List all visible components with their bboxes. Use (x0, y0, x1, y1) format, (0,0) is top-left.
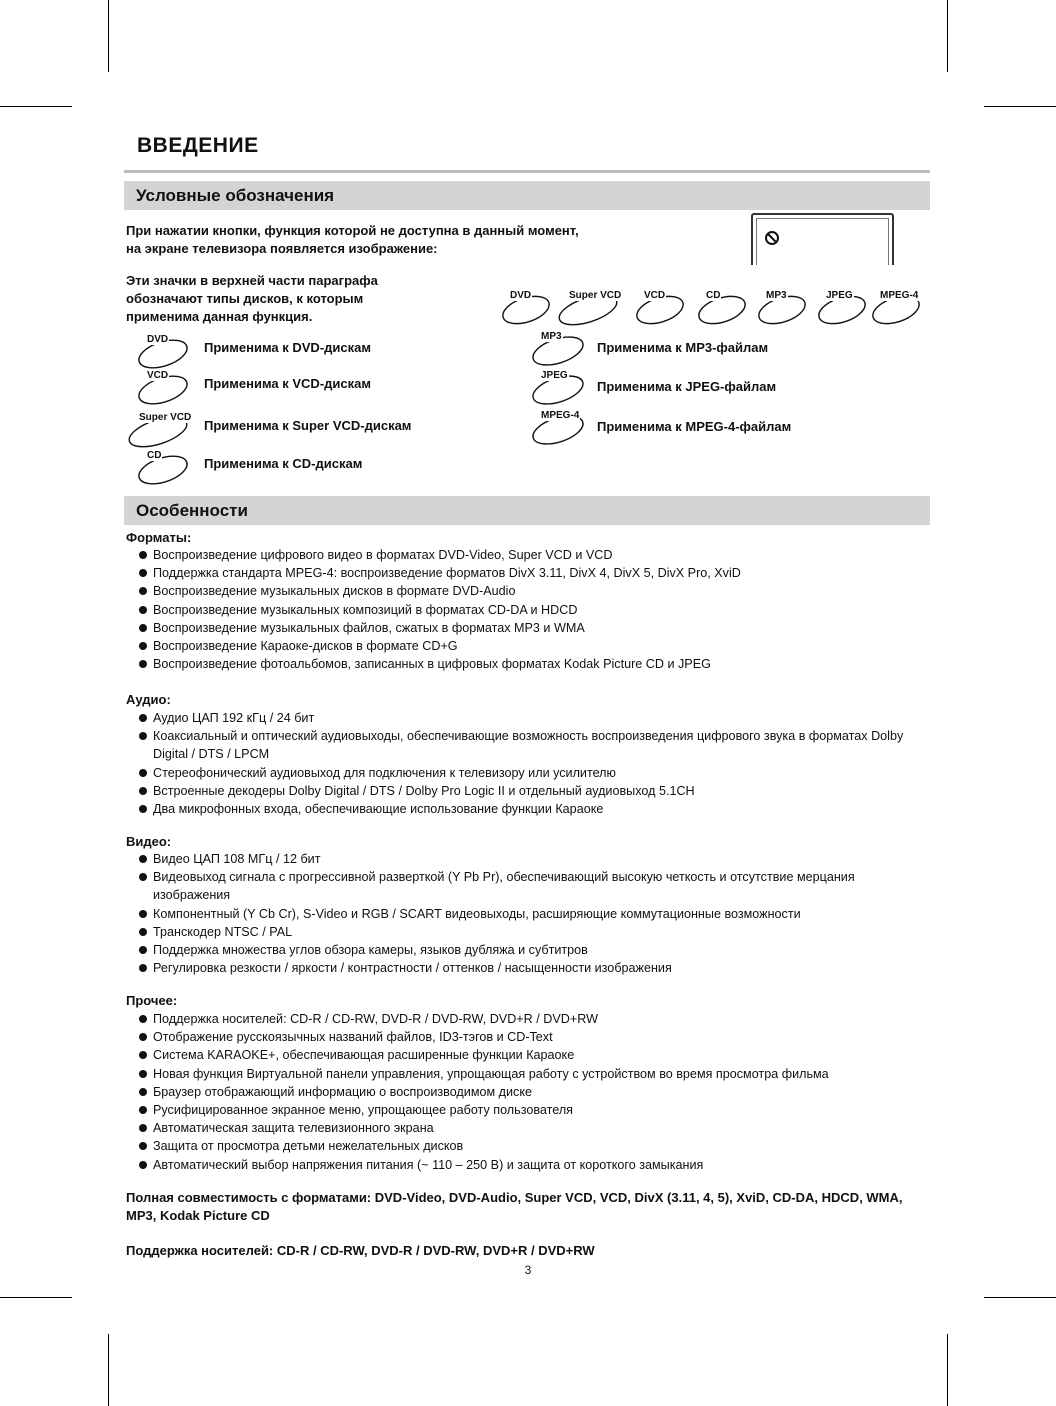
list-item: Аудио ЦАП 192 кГц / 24 бит (138, 709, 928, 727)
other-list (138, 1010, 928, 1174)
disc-label: MP3 (541, 331, 562, 342)
list-item: Автоматическая защита телевизионного экрана (138, 1119, 928, 1137)
disc-icon (500, 292, 552, 324)
disc-label: MPEG-4 (541, 410, 580, 421)
crop-mark (984, 106, 1056, 107)
disc-label: CD (706, 290, 721, 301)
list-item: Компонентный (Y Cb Cr), S-Video и RGB / SCART видеовыходы, расширяющие коммутационные возможности (138, 905, 928, 923)
list-item: Регулировка резкости / яркости / контрастности / оттенков / насыщенности изображения (138, 959, 928, 977)
video-list (138, 850, 928, 977)
list-item: Два микрофонных входа, обеспечивающие использование функции Караоке (138, 800, 928, 818)
list-item: Воспроизведение музыкальных файлов, сжатых в форматах MP3 и WMA (138, 619, 928, 637)
list-item: Поддержка множества углов обзора камеры, языков дубляжа и субтитров (138, 941, 928, 959)
legend-text: Применима к MPEG-4-файлам (597, 419, 792, 434)
crop-mark (984, 1297, 1056, 1298)
disc-icon (870, 292, 922, 324)
disc-label: DVD (147, 334, 169, 345)
disc-label: MP3 (766, 290, 787, 301)
page-title: ВВЕДЕНИЕ (137, 134, 259, 157)
list-item: Стереофонический аудиовыход для подключения к телевизору или усилителю (138, 764, 928, 782)
list-item: Транскодер NTSC / PAL (138, 923, 928, 941)
legend-text: Применима к VCD-дискам (204, 376, 371, 391)
legend-text: Применима к MP3-файлам (597, 340, 769, 355)
disc-label: CD (147, 450, 162, 461)
audio-list (138, 709, 928, 818)
disc-label: MPEG-4 (880, 290, 919, 301)
formats-heading: Форматы: (126, 530, 192, 545)
disc-label: Super VCD (569, 290, 622, 301)
crop-mark (947, 0, 948, 72)
crop-mark (108, 1334, 109, 1406)
other-heading: Прочее: (126, 993, 178, 1008)
page-number: 3 (524, 1263, 532, 1277)
list-item: Система KARAOKE+, обеспечивающая расширенные функции Караоке (138, 1046, 928, 1064)
disc-label: JPEG (541, 370, 568, 381)
disc-icon (126, 414, 190, 446)
list-item: Воспроизведение музыкальных композиций в форматах CD-DA и HDCD (138, 601, 928, 619)
notice-text: При нажатии кнопки, функция которой не доступна в данный момент, на экране телевизора появляется изображение: (126, 223, 579, 256)
section-title-symbols: Условные обозначения (124, 181, 930, 210)
disc-label: JPEG (826, 290, 853, 301)
list-item: Поддержка носителей: CD-R / CD-RW, DVD-R / DVD-RW, DVD+R / DVD+RW (138, 1010, 928, 1028)
disc-label: DVD (510, 290, 532, 301)
disc-label: VCD (644, 290, 666, 301)
disc-icon (530, 372, 586, 404)
list-item: Автоматический выбор напряжения питания (~ 110 – 250 В) и защита от короткого замыкания (138, 1156, 928, 1174)
disc-icon (136, 452, 190, 484)
formats-list (138, 546, 928, 673)
list-item: Воспроизведение фотоальбомов, записанных в цифровых форматах Kodak Picture CD и JPEG (138, 655, 928, 673)
disc-icon (136, 336, 190, 368)
list-item: Воспроизведение цифрового видео в форматах DVD-Video, Super VCD и VCD (138, 546, 928, 564)
disc-icon (634, 292, 686, 324)
media-summary: Поддержка носителей: CD-R / CD-RW, DVD-R / DVD-RW, DVD+R / DVD+RW (126, 1243, 595, 1258)
legend-text: Применима к DVD-дискам (204, 340, 371, 355)
disc-icon (530, 333, 586, 365)
list-item: Видеовыход сигнала с прогрессивной разверткой (Y Pb Pr), обеспечивающий высокую четкость и отсутствие мерцания изображения (138, 868, 928, 904)
disc-icon (696, 292, 748, 324)
legend-text: Применима к Super VCD-дискам (204, 418, 412, 433)
legend-text: Применима к JPEG-файлам (597, 379, 777, 394)
disc-label: Super VCD (139, 412, 192, 423)
disc-icon (556, 292, 620, 324)
list-item: Видео ЦАП 108 МГц / 12 бит (138, 850, 928, 868)
list-item: Браузер отображающий информацию о воспроизводимом диске (138, 1083, 928, 1101)
disc-label: VCD (147, 370, 169, 381)
compatibility-summary: Полная совместимость с форматами: DVD-Video, DVD-Audio, Super VCD, VCD, DivX (3.11, 4, 5), XviD, CD-DA, HDCD, WMA, MP3, Kodak Picture CD (126, 1190, 903, 1223)
video-heading: Видео: (126, 834, 172, 849)
list-item: Отображение русскоязычных названий файлов, ID3-тэгов и CD-Text (138, 1028, 928, 1046)
list-item: Встроенные декодеры Dolby Digital / DTS / Dolby Pro Logic II и отдельный аудиовыход 5.1CH (138, 782, 928, 800)
audio-heading: Аудио: (126, 692, 171, 707)
crop-mark (947, 1334, 948, 1406)
crop-mark (0, 1297, 72, 1298)
crop-mark (0, 106, 72, 107)
list-item: Новая функция Виртуальной панели управления, упрощающая работу с устройством во время просмотра фильма (138, 1065, 928, 1083)
crop-mark (108, 0, 109, 72)
list-item: Воспроизведение музыкальных дисков в формате DVD-Audio (138, 582, 928, 600)
list-item: Русифицированное экранное меню, упрощающее работу пользователя (138, 1101, 928, 1119)
disc-icon (530, 412, 586, 444)
title-divider (124, 170, 930, 173)
legend-text: Применима к CD-дискам (204, 456, 363, 471)
prohibited-icon (764, 230, 780, 251)
icons-description: Эти значки в верхней части параграфа обозначают типы дисков, к которым применима данная функция. (126, 273, 378, 324)
disc-icon (136, 372, 190, 404)
section-title-features: Особенности (124, 496, 930, 525)
list-item: Воспроизведение Караоке-дисков в формате CD+G (138, 637, 928, 655)
disc-icon (816, 292, 868, 324)
list-item: Коаксиальный и оптический аудиовыходы, обеспечивающие возможность воспроизведения цифрового звука в форматах Dolby Digital / DTS / LPCM (138, 727, 928, 763)
list-item: Защита от просмотра детьми нежелательных дисков (138, 1137, 928, 1155)
disc-icon (756, 292, 808, 324)
list-item: Поддержка стандарта MPEG-4: воспроизведение форматов DivX 3.11, DivX 4, DivX 5, DivX Pro, XviD (138, 564, 928, 582)
